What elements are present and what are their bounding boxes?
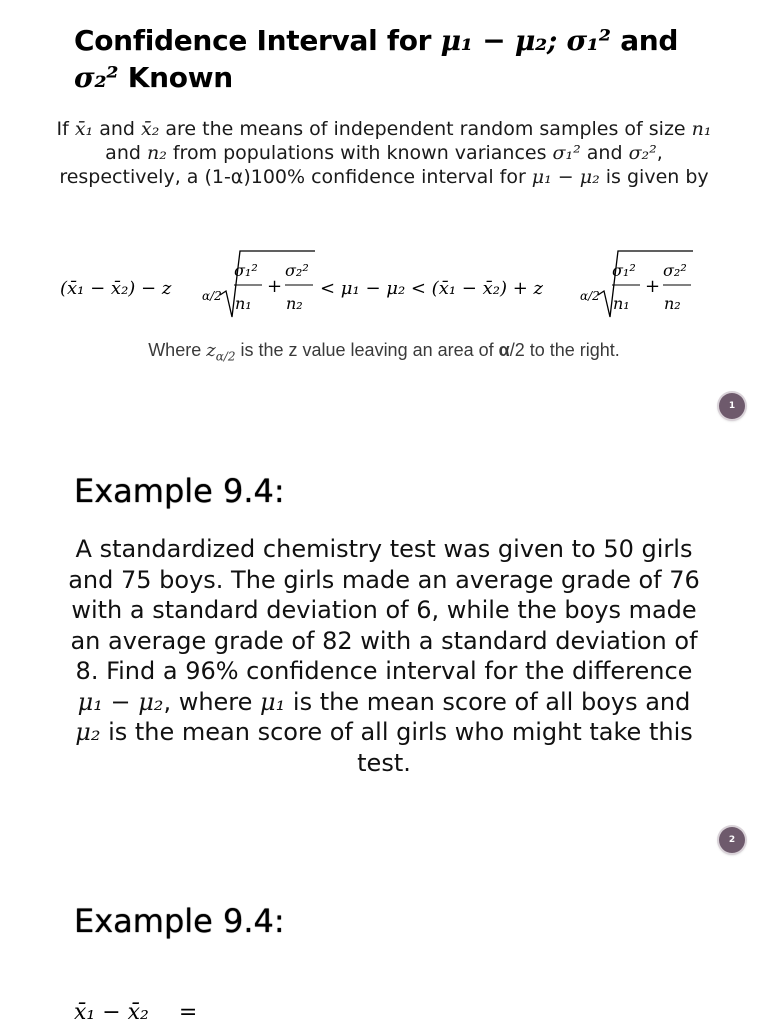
formula-left-part: (x̄₁ − x̄₂) − z: [60, 278, 172, 299]
formula-right-sub: α/2: [580, 289, 600, 303]
intro-paragraph: If x̄₁ and x̄₂ are the means of independent random samples of size n₁ and n₂ from populations with known variances σ₁² and σ₂², respectively, a (1-α)100% confidence interval for μ₁ − μ₂ is given by: [56, 118, 712, 188]
frac1-den-right: n₁: [613, 294, 630, 313]
frac1-num-left: σ₁²: [234, 261, 258, 280]
frac2-num-left: σ₂²: [285, 261, 309, 280]
formula-middle: < μ₁ − μ₂ < (x̄₁ − x̄₂) + z: [320, 278, 543, 299]
slide-number-badge: 2: [719, 827, 745, 853]
title-and: and: [610, 24, 679, 57]
frac1-num-right: σ₁²: [612, 261, 636, 280]
example-title: Example 9.4:: [74, 472, 285, 510]
slide-1: [0, 0, 768, 430]
frac2-den-right: n₂: [664, 294, 681, 313]
title-math-2: σ₂²: [74, 61, 119, 94]
slide-title: [74, 22, 714, 96]
title-math: μ₁ − μ₂; σ₁²: [440, 24, 611, 57]
confidence-interval-formula: [60, 245, 710, 325]
plus-right: +: [645, 276, 661, 297]
example-body: A standardized chemistry test was given to 50 girls and 75 boys. The girls made an average grade of 76 with a standard deviation of 6, while the boys made an average grade of 82 with a standard deviation of 8. Find a 96% confidence interval for the difference μ₁ − μ₂, where μ₁ is the mean score of all boys and μ₂ is the mean score of all girls who might take this test.: [68, 535, 700, 777]
title-known: Known: [118, 61, 233, 94]
frac1-den-left: n₁: [235, 294, 252, 313]
slide-number-badge: 1: [719, 393, 745, 419]
where-note: Where $z_{\alpha/2}$ is the z value leaving an area of α/2 to the right.: [148, 340, 620, 364]
difference-equation: x̄₁ − x̄₂ =: [74, 1000, 198, 1025]
formula-left-sub: α/2: [202, 289, 222, 303]
example-title: Example 9.4:: [74, 902, 285, 940]
title-text: Confidence Interval for: [74, 24, 441, 57]
slide-2: [0, 460, 768, 860]
slide-3: [0, 890, 768, 1024]
frac2-num-right: σ₂²: [663, 261, 687, 280]
plus-left: +: [267, 276, 283, 297]
frac2-den-left: n₂: [286, 294, 303, 313]
